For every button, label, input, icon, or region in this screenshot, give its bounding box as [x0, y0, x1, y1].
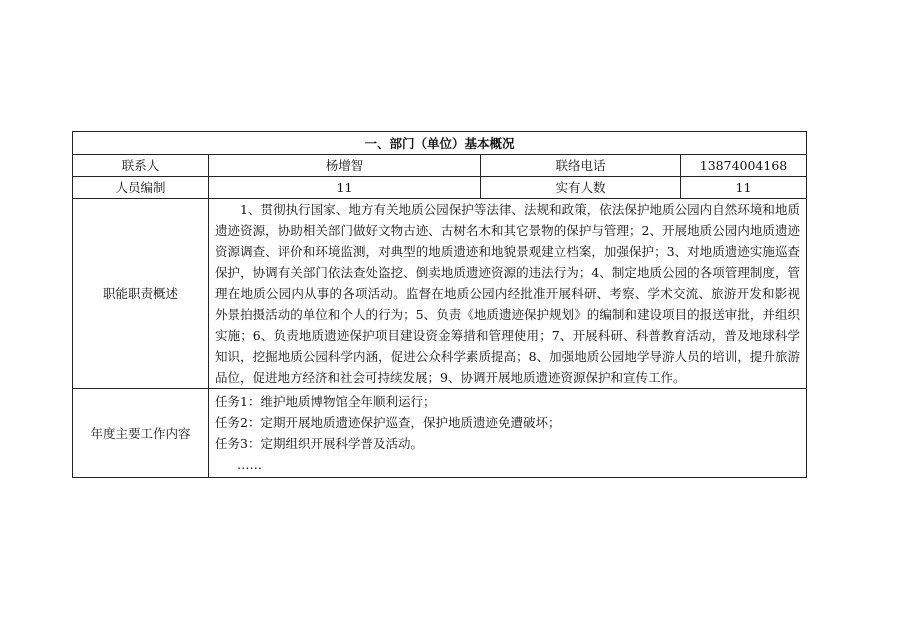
task-item: 任务1：维护地质博物馆全年顺利运行；: [215, 394, 436, 409]
duties-content: 1、贯彻执行国家、地方有关地质公园保护等法律、法规和政策，依法保护地质公园内自然环境和地质遗迹资源，协助相关部门做好文物古迹、古树名木和其它景物的保护与管理；2、开展地质公园内地质遗迹资源调查、评价和环境监测，对典型的地质遗迹和地貌景观建立档案，加强保护；3、对地质遗迹实施巡查保护，协调有关部门依法查处盗挖、倒卖地质遗迹资源的违法行为；4、制定地质公园的各项管理制度，管理在地质公园内从事的各项活动。监督在地质公园内经批准开展科研、考察、学术交流、旅游开发和影视外景拍摄活动的单位和个人的行为；5、负责《地质遗迹保护规划》的编制和建设项目的报送审批，并组织实施；6、负责地质遗迹保护项目建设资金筹措和管理使用；7、开展科研、科普教育活动，普及地球科学知识，挖掘地质公园科学内涵，促进公众科学素质提高；8、加强地质公园地学导游人员的培训，提升旅游品位，促进地方经济和社会可持续发展；9、协调开展地质遗迹资源保护和宣传工作。: [215, 202, 801, 385]
contact-value: 杨增智: [209, 155, 481, 177]
actual-count-label: 实有人数: [481, 177, 681, 199]
phone-label: 联络电话: [481, 155, 681, 177]
duties-label: 职能职责概述: [73, 199, 209, 389]
task-ellipsis: ……: [237, 457, 262, 472]
basic-info-table: [72, 131, 807, 478]
title-row: [73, 132, 807, 155]
actual-count-value: 11: [681, 177, 807, 199]
contact-row: [73, 155, 807, 177]
duties-row: [73, 199, 807, 389]
task-item: 任务2：定期开展地质遗迹保护巡查，保护地质遗迹免遭破坏；: [215, 415, 561, 430]
staffing-value: 11: [209, 177, 481, 199]
duties-text: [209, 199, 807, 389]
annual-work-row: [73, 389, 807, 478]
annual-work-label: 年度主要工作内容: [73, 389, 209, 478]
contact-label: 联系人: [73, 155, 209, 177]
phone-value: 13874004168: [681, 155, 807, 177]
staffing-label: 人员编制: [73, 177, 209, 199]
section-title: 一、部门（单位）基本概况: [73, 132, 807, 155]
annual-work-content: [209, 389, 807, 478]
staff-row: [73, 177, 807, 199]
task-item: 任务3：定期组织开展科学普及活动。: [215, 436, 423, 451]
